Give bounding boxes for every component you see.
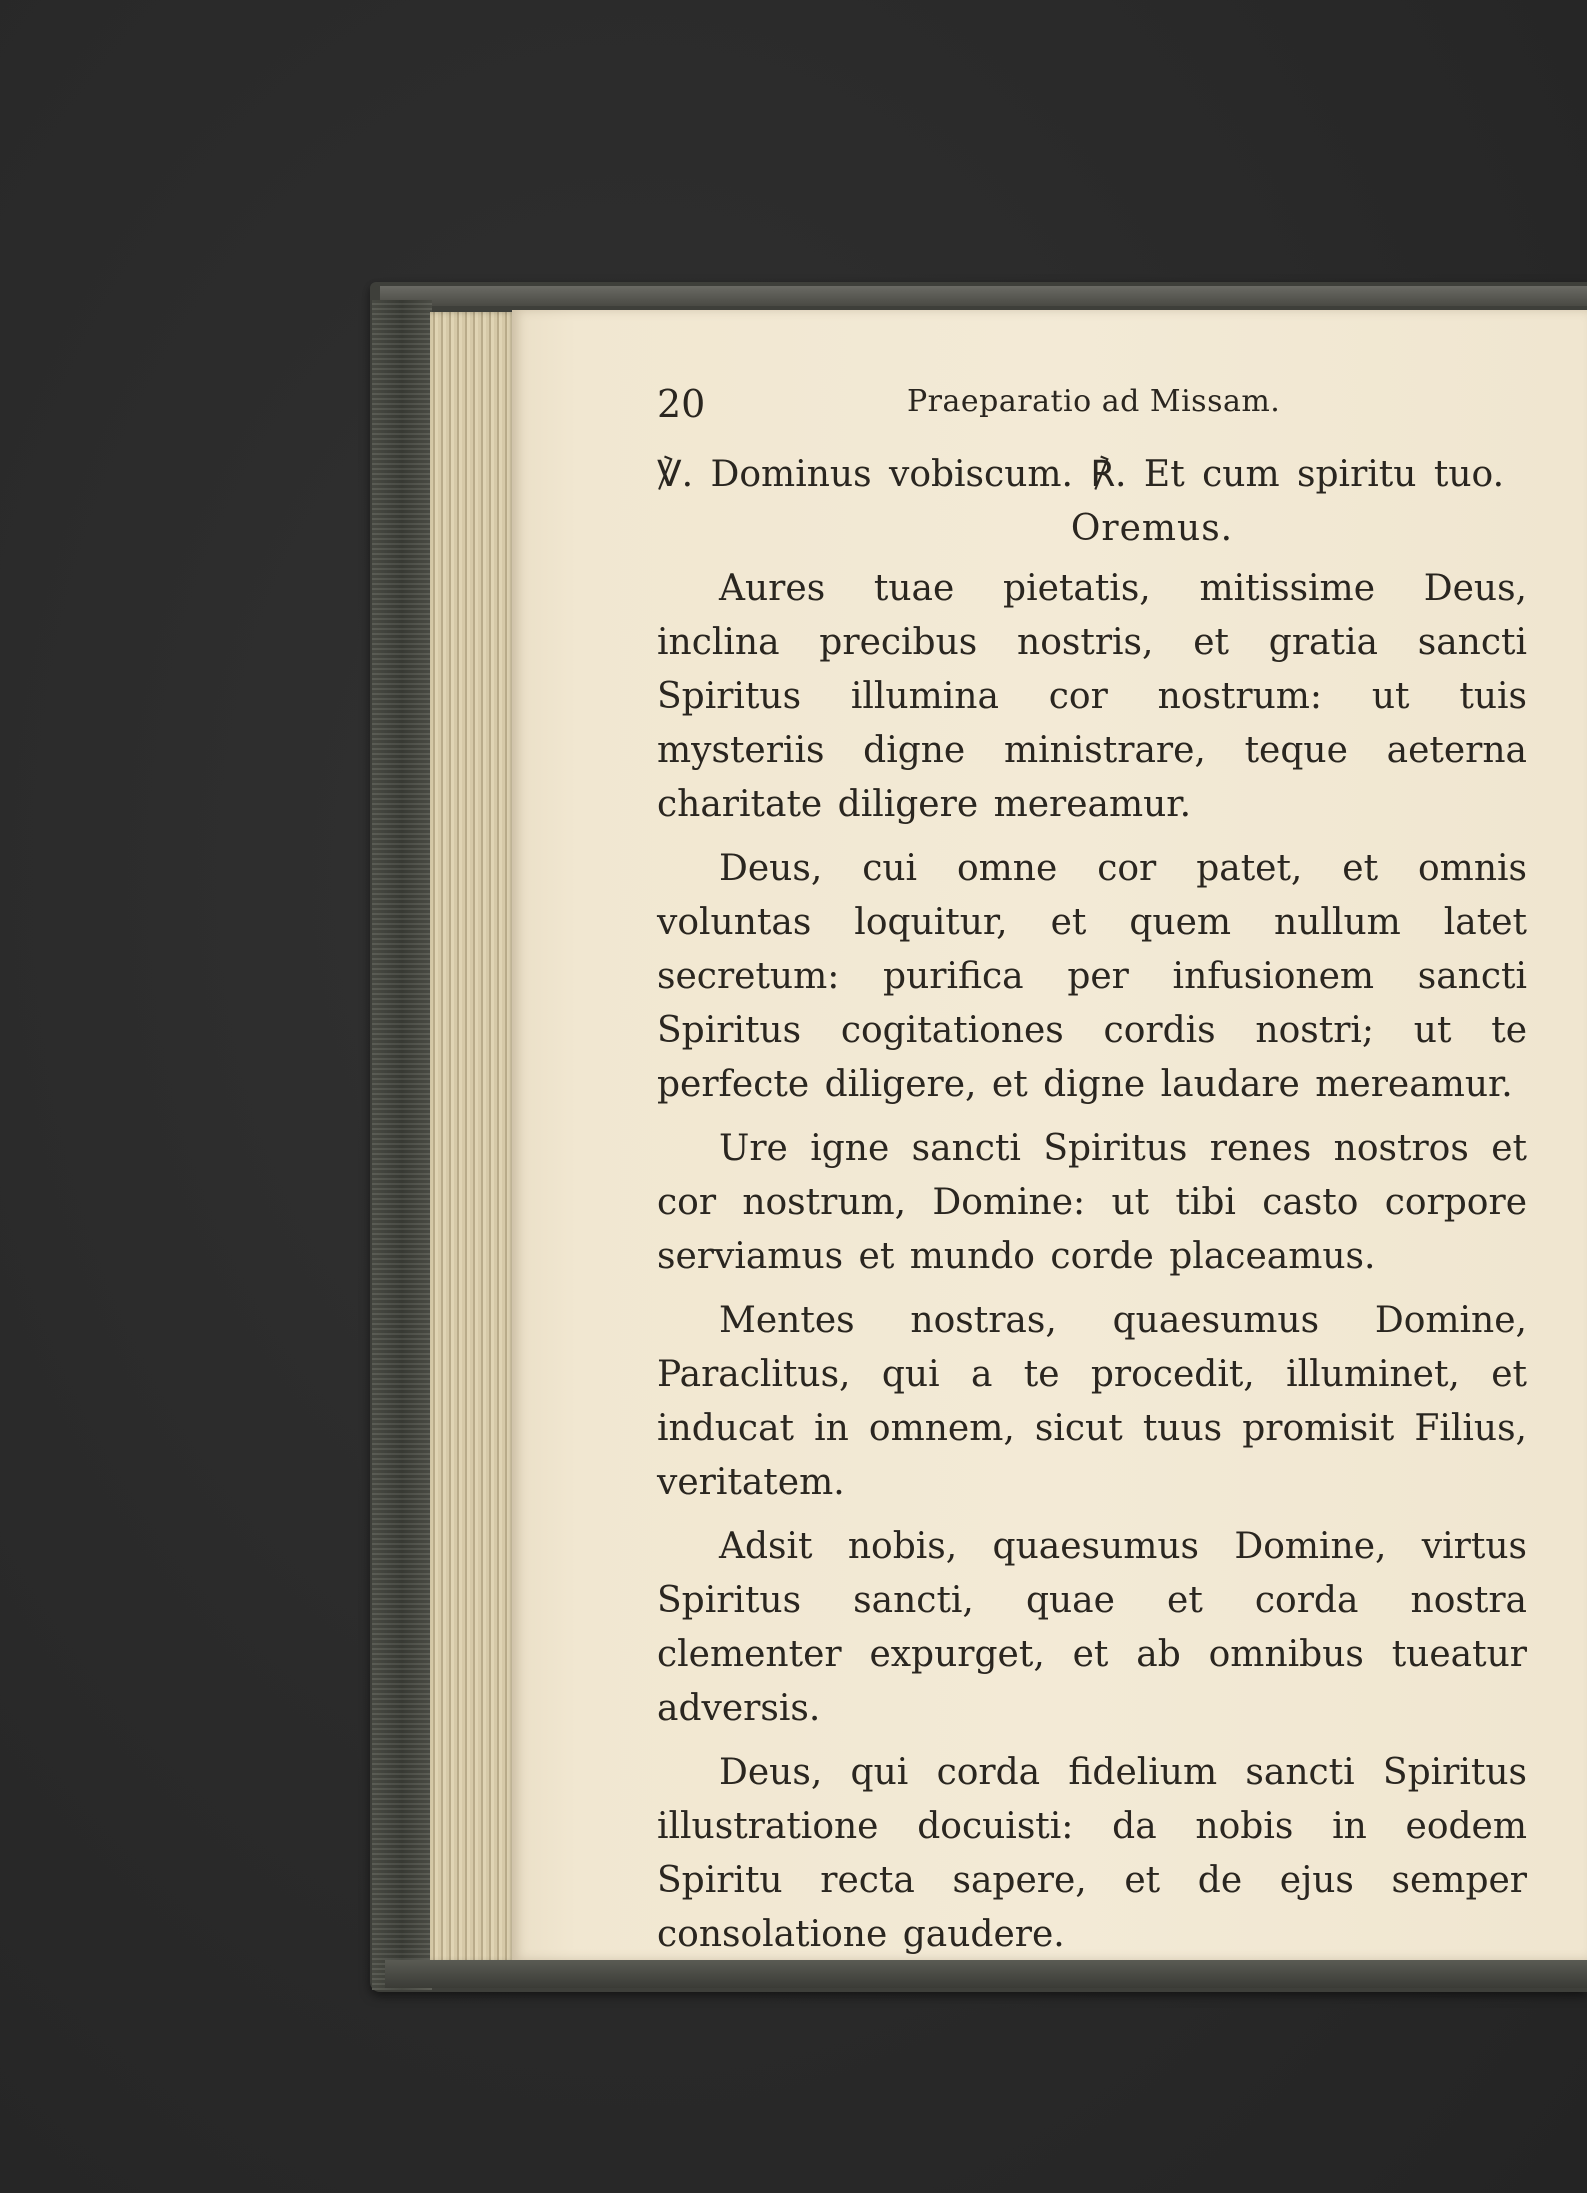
versicle-response-line: ℣. Dominus vobiscum. ℟. Et cum spiritu tuo. — [657, 454, 1505, 495]
prayer-ure-igne: Ure igne sancti Spiritus renes nostros et cor nostrum, Domine: ut tibi casto corpore serviamus et mundo corde placeamus. — [657, 1128, 1527, 1277]
page-number: 20 — [657, 382, 706, 426]
prayer-adsit-nobis: Adsit nobis, quaesumus Domine, virtus Spiritus sancti, quae et corda nostra clementer expurget, et ab omnibus tueatur adversis. — [657, 1526, 1527, 1729]
running-title: Praeparatio ad Missam. — [907, 384, 1281, 419]
prayer-deus-cui-omne: Deus, cui omne cor patet, et omnis voluntas loquitur, et quem nullum latet secretum: purifica per infusionem sancti Spiritus cogitationes cordis nostri; ut te perfecte diligere, et digne laudare mereamur. — [657, 848, 1527, 1105]
page-text-block — [657, 370, 1527, 1962]
prayer-deus-qui-corda: Deus, qui corda fidelium sancti Spiritus illustratione docuisti: da nobis in eodem Spiritu recta sapere, et de ejus semper consolatione gaudere. — [657, 1752, 1527, 1955]
cover-bottom-edge — [385, 1960, 1587, 1988]
book-spine — [372, 300, 432, 1990]
page-edges — [430, 312, 516, 1962]
running-head — [657, 370, 1527, 430]
oremus-heading: Oremus. — [1070, 508, 1234, 549]
prayer-aures-tuae: Aures tuae pietatis, mitissime Deus, inclina precibus nostris, et gratia sancti Spiritus illumina cor nostrum: ut tuis mysteriis digne ministrare, teque aeterna charitate diligere mereamur. — [657, 568, 1527, 825]
prayer-mentes-nostras: Mentes nostras, quaesumus Domine, Paraclitus, qui a te procedit, illuminet, et inducat in omnem, sicut tuus promisit Filius, veritatem. — [657, 1300, 1527, 1503]
cover-top-edge — [380, 286, 1587, 306]
